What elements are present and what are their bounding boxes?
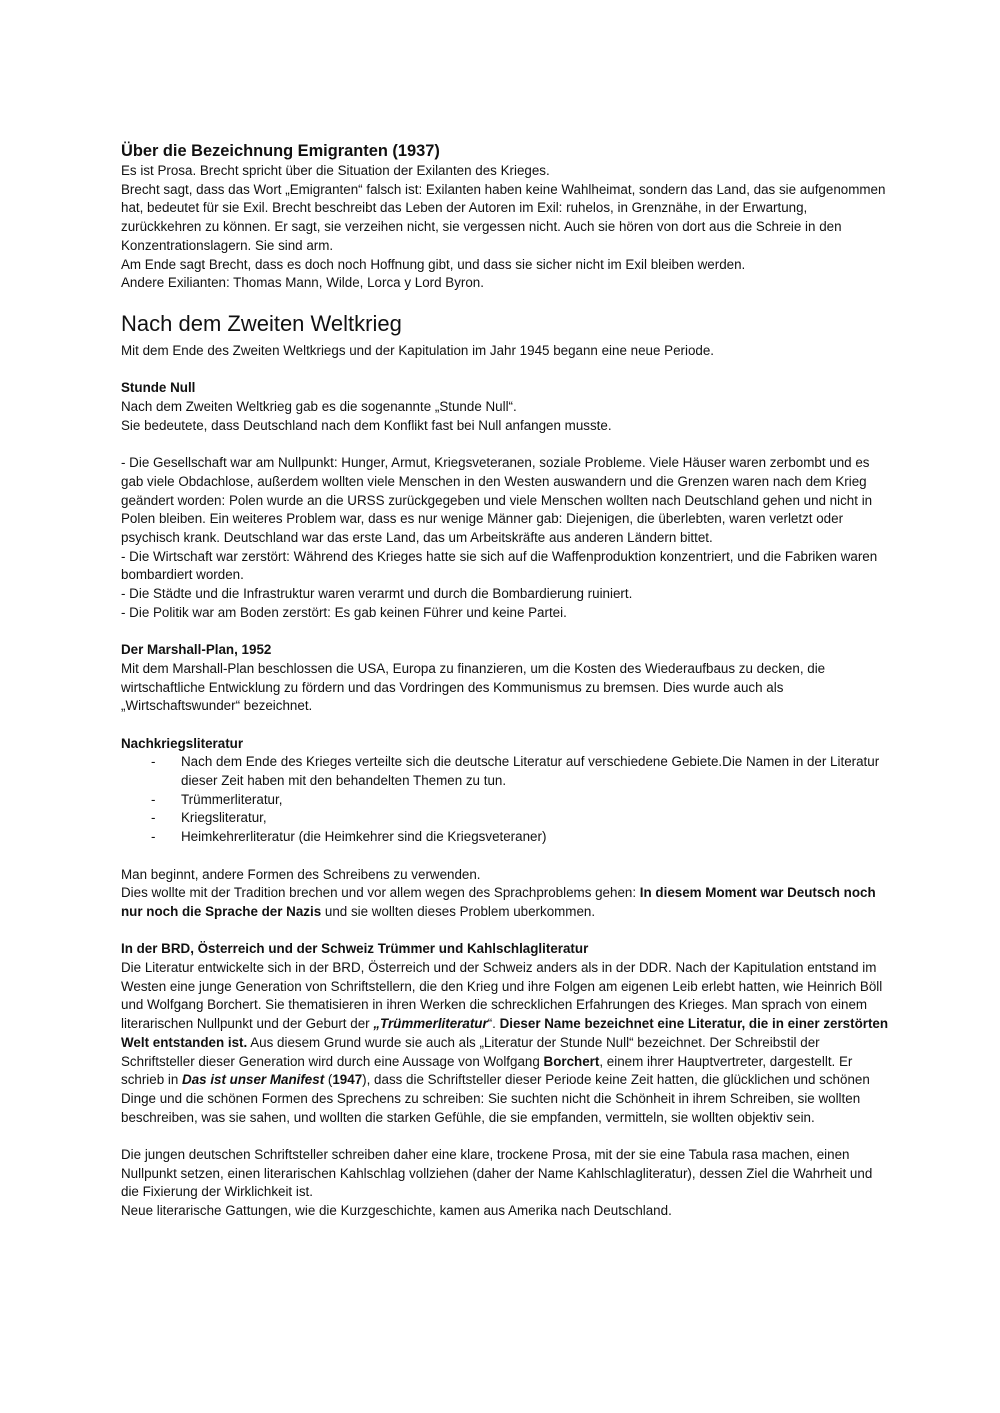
paragraph: Mit dem Marshall-Plan beschlossen die USA, Europa zu finanzieren, um die Kosten des Wiederaufbaus zu decken, die wirtschaftliche Entwicklung zu fördern und das Vordringen des Kommunismus zu bremsen. Dies wurde auch als „Wirtschaftswunder“ bezeichnet. [121, 660, 826, 714]
list-item-text: Kriegsliteratur, [181, 810, 267, 826]
list-item [121, 753, 891, 790]
list-item [121, 828, 891, 847]
dash-bullet: - [151, 791, 156, 807]
text-run: , einem ihrer Hauptvertreter, dargestellt. Er schrieb in [121, 1053, 853, 1088]
bold-italic-text-run: Das ist unser Manifest [182, 1072, 325, 1088]
intro-paragraph: Mit dem Ende des Zweiten Weltkriegs und der Kapitulation im Jahr 1945 begann eine neue Periode. [121, 342, 715, 358]
list-item-text: Heimkehrerliteratur (die Heimkehrer sind die Kriegsveteraner) [181, 829, 547, 845]
paragraph-mixed [121, 959, 891, 1127]
bold-text-run: Borchert [543, 1053, 600, 1069]
spacer [121, 1127, 891, 1146]
dash-bullet: - [151, 810, 156, 826]
point-paragraph: - Die Städte und die Infrastruktur waren verarmt und durch die Bombardierung ruiniert. [121, 586, 633, 602]
subheading-brd-literatur: In der BRD, Österreich und der Schweiz Trümmer und Kahlschlagliteratur [121, 941, 589, 957]
text-run: Aus diesem Grund wurde sie auch als „Literatur der Stunde Null“ bezeichnet. Der Schreibstil der Schriftsteller dieser Generation wird durch eine Aussage von Wolfgang [121, 1034, 820, 1069]
point-paragraph: - Die Politik war am Boden zerstört: Es gab keinen Führer und keine Partei. [121, 604, 567, 620]
list-item-text: Nach dem Ende des Krieges verteilte sich die deutsche Literatur auf verschiedene Gebiete.Die Namen in der Literatur dieser Zeit haben mit den behandelten Themen zu tun. [181, 754, 880, 789]
document-page [121, 140, 891, 1221]
dash-list [121, 753, 891, 847]
bold-text-run: 1947 [332, 1072, 363, 1088]
section-title-nach-dem-krieg: Nach dem Zweiten Weltkrieg [121, 310, 402, 336]
subheading-stunde-null: Stunde Null [121, 380, 196, 396]
subheading-marshall-plan: Der Marshall-Plan, 1952 [121, 642, 272, 658]
list-item-text: Trümmerliteratur, [181, 791, 283, 807]
paragraph: Neue literarische Gattungen, wie die Kurzgeschichte, kamen aus Amerika nach Deutschland. [121, 1203, 672, 1219]
point-paragraph: - Die Gesellschaft war am Nullpunkt: Hunger, Armut, Kriegsveteranen, soziale Probleme. Viele Häuser waren zerbombt und es gab viele Obdachlose, außerdem wollten viele Menschen in den Westen auswandern und die Grenzen waren nach dem Krieg geändert worden: Polen wurde an die URSS zurückgegeben und viele Menschen wollten nach Deutschland gehen und nicht in Polen bleiben. Ein weiteres Problem war, dass es nur wenige Männer gab: Diejenigen, die überlebten, waren verletzt oder psychisch krank. Deutschland war das erste Land, das um Arbeitskräfte aus anderen Ländern bittet. [121, 455, 873, 545]
paragraph: Es ist Prosa. Brecht spricht über die Situation der Exilanten des Krieges. [121, 163, 550, 178]
bold-text-run: In diesem Moment war Deutsch noch nur noch die Sprache der Nazis [121, 885, 876, 919]
text-run: Dies wollte mit der Tradition brechen und vor allem wegen des Sprachproblems gehen: [121, 885, 640, 901]
text-run: und sie wollten dieses Problem uberkommen. [321, 903, 596, 919]
section-title-emigranten: Über die Bezeichnung Emigranten (1937) [121, 142, 440, 160]
paragraph: Man beginnt, andere Formen des Schreibens zu verwenden. [121, 866, 481, 882]
list-item [121, 791, 891, 810]
subheading-nachkriegsliteratur: Nachkriegsliteratur [121, 735, 244, 751]
text-run: ), dass die Schriftsteller dieser Periode keine Zeit hatten, die glücklichen und schönen Dinge und die schönen Formen des Sprechens zu schreiben: Sie suchten nicht die Schönheit in ihrem Schreiben, sie wollten beschreiben, was sie sahen, und wollten die starken Gefühle, die sie empfanden, vermitteln, sie wollten objektiv sein. [121, 1072, 870, 1125]
text-run: Die Literatur entwickelte sich in der BRD, Österreich und der Schweiz anders als in der DDR. Nach der Kapitulation entstand im Westen eine junge Generation von Schriftstellern, die den Krieg und ihre Folgen am eigenen Leib erlebt hatten, wie Heinrich Böll und Wolfgang Borchert. Sie thematisieren in ihren Werken die schrecklichen Erfahrungen des Krieges. Man sprach von einem literarischen Nullpunkt und der Geburt der [121, 960, 883, 1032]
list-item [121, 809, 891, 828]
bold-text-run: Dieser Name bezeichnet eine Literatur, die in einer zerstörten Welt entstanden ist. [121, 1016, 889, 1050]
paragraph: Nach dem Zweiten Weltkrieg gab es die sogenannte „Stunde Null“. [121, 399, 517, 415]
paragraph: Am Ende sagt Brecht, dass es doch noch Hoffnung gibt, und dass sie sicher nicht im Exil bleiben werden. [121, 256, 746, 272]
paragraph: Sie bedeutete, dass Deutschland nach dem Konflikt fast bei Null anfangen musste. [121, 417, 612, 433]
point-paragraph: - Die Wirtschaft war zerstört: Während des Krieges hatte sie sich auf die Waffenproduktion konzentriert, und die Fabriken waren bombardiert worden. [121, 548, 878, 583]
spacer [121, 847, 891, 866]
spacer [121, 361, 891, 380]
dash-bullet: - [151, 829, 156, 845]
bold-italic-text-run: „Trümmerliteratur [373, 1016, 488, 1032]
spacer [121, 716, 891, 735]
paragraph-mixed [121, 884, 891, 921]
spacer [121, 622, 891, 641]
paragraph: Die jungen deutschen Schriftsteller schreiben daher eine klare, trockene Prosa, mit der sie eine Tabula rasa machen, einen Nullpunkt setzen, einen literarischen Kahlschlag vollziehen (daher der Name Kahlschlagliteratur), dessen Ziel die Wahrheit und die Fixierung der Wirklichkeit ist. [121, 1147, 873, 1200]
paragraph: Andere Exilianten: Thomas Mann, Wilde, Lorca y Lord Byron. [121, 275, 484, 291]
text-run: ( [324, 1072, 333, 1088]
text-run: “. [487, 1016, 500, 1032]
spacer [121, 435, 891, 454]
dash-bullet: - [151, 754, 156, 770]
paragraph: Brecht sagt, dass das Wort „Emigranten“ falsch ist: Exilanten haben keine Wahlheimat, sondern das Land, das sie aufgenommen hat, bedeutet für sie Exil. Brecht beschreibt das Leben der Autoren im Exil: ruhelos, in Grenznähe, in der Erwartung, zurückkehren zu können. Er sagt, sie verzeihen nicht, sie vergessen nicht. Auch sie hören von dort aus die Schreie in den Konzentrationslagern. Sie sind arm. [121, 181, 886, 253]
spacer [121, 922, 891, 941]
